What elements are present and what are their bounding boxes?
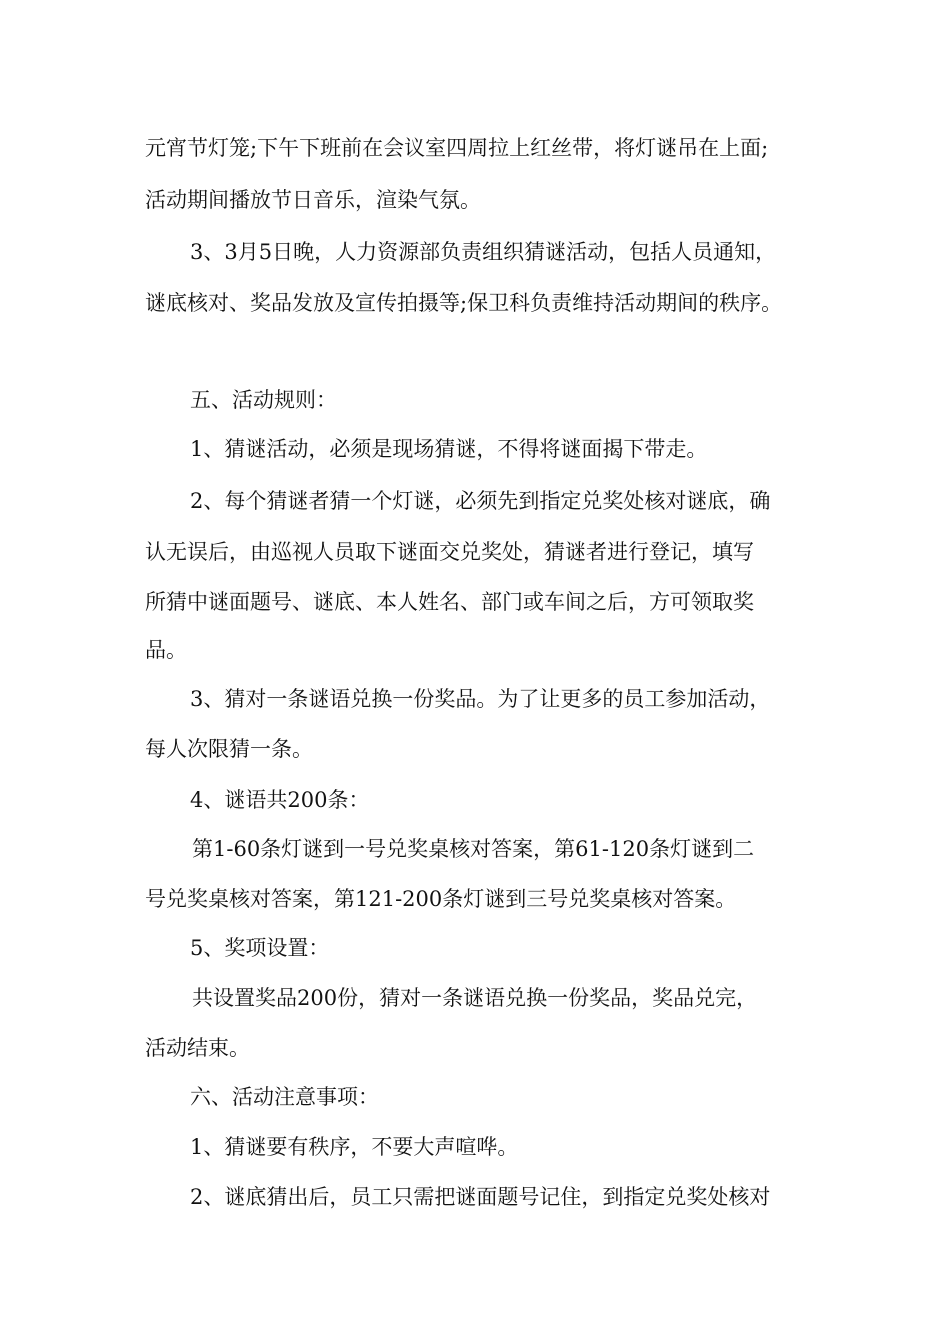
text-line-10: 品。	[145, 638, 187, 662]
text-line-3: 3、3月5日晚，人力资源部负责组织猜谜活动，包括人员通知，	[190, 240, 777, 264]
text-line-6: 1、猜谜活动，必须是现场猜谜，不得将谜面揭下带走。	[190, 437, 708, 461]
text-line-16: 5、奖项设置：	[190, 936, 330, 960]
text-line-18: 活动结束。	[145, 1036, 250, 1060]
text-line-2: 活动期间播放节日音乐，渲染气氛。	[145, 188, 481, 212]
text-line-21: 2、谜底猜出后，员工只需把谜面题号记住，到指定兑奖处核对	[190, 1185, 771, 1209]
text-line-7: 2、每个猜谜者猜一个灯谜，必须先到指定兑奖处核对谜底，确	[190, 489, 771, 513]
text-line-20: 1、猜谜要有秩序，不要大声喧哗。	[190, 1135, 519, 1159]
text-line-4: 谜底核对、奖品发放及宣传拍摄等;保卫科负责维持活动期间的秩序。	[145, 291, 783, 315]
text-line-12: 每人次限猜一条。	[145, 737, 313, 761]
text-line-17: 共设置奖品200份，猜对一条谜语兑换一份奖品，奖品兑完，	[192, 986, 758, 1010]
text-line-14: 第1-60条灯谜到一号兑奖桌核对答案，第61-120条灯谜到二	[192, 837, 755, 861]
section-heading-notes: 六、活动注意事项：	[190, 1085, 379, 1109]
text-line-13: 4、谜语共200条：	[190, 788, 370, 812]
text-line-11: 3、猜对一条谜语兑换一份奖品。为了让更多的员工参加活动，	[190, 687, 771, 711]
text-line-9: 所猜中谜面题号、谜底、本人姓名、部门或车间之后，方可领取奖	[145, 590, 754, 614]
text-line-1: 元宵节灯笼;下午下班前在会议室四周拉上红丝带，将灯谜吊在上面;	[145, 136, 769, 160]
text-line-15: 号兑奖桌核对答案，第121-200条灯谜到三号兑奖桌核对答案。	[145, 887, 737, 911]
text-line-8: 认无误后，由巡视人员取下谜面交兑奖处，猜谜者进行登记，填写	[145, 540, 754, 564]
section-heading-rules: 五、活动规则：	[190, 388, 337, 412]
